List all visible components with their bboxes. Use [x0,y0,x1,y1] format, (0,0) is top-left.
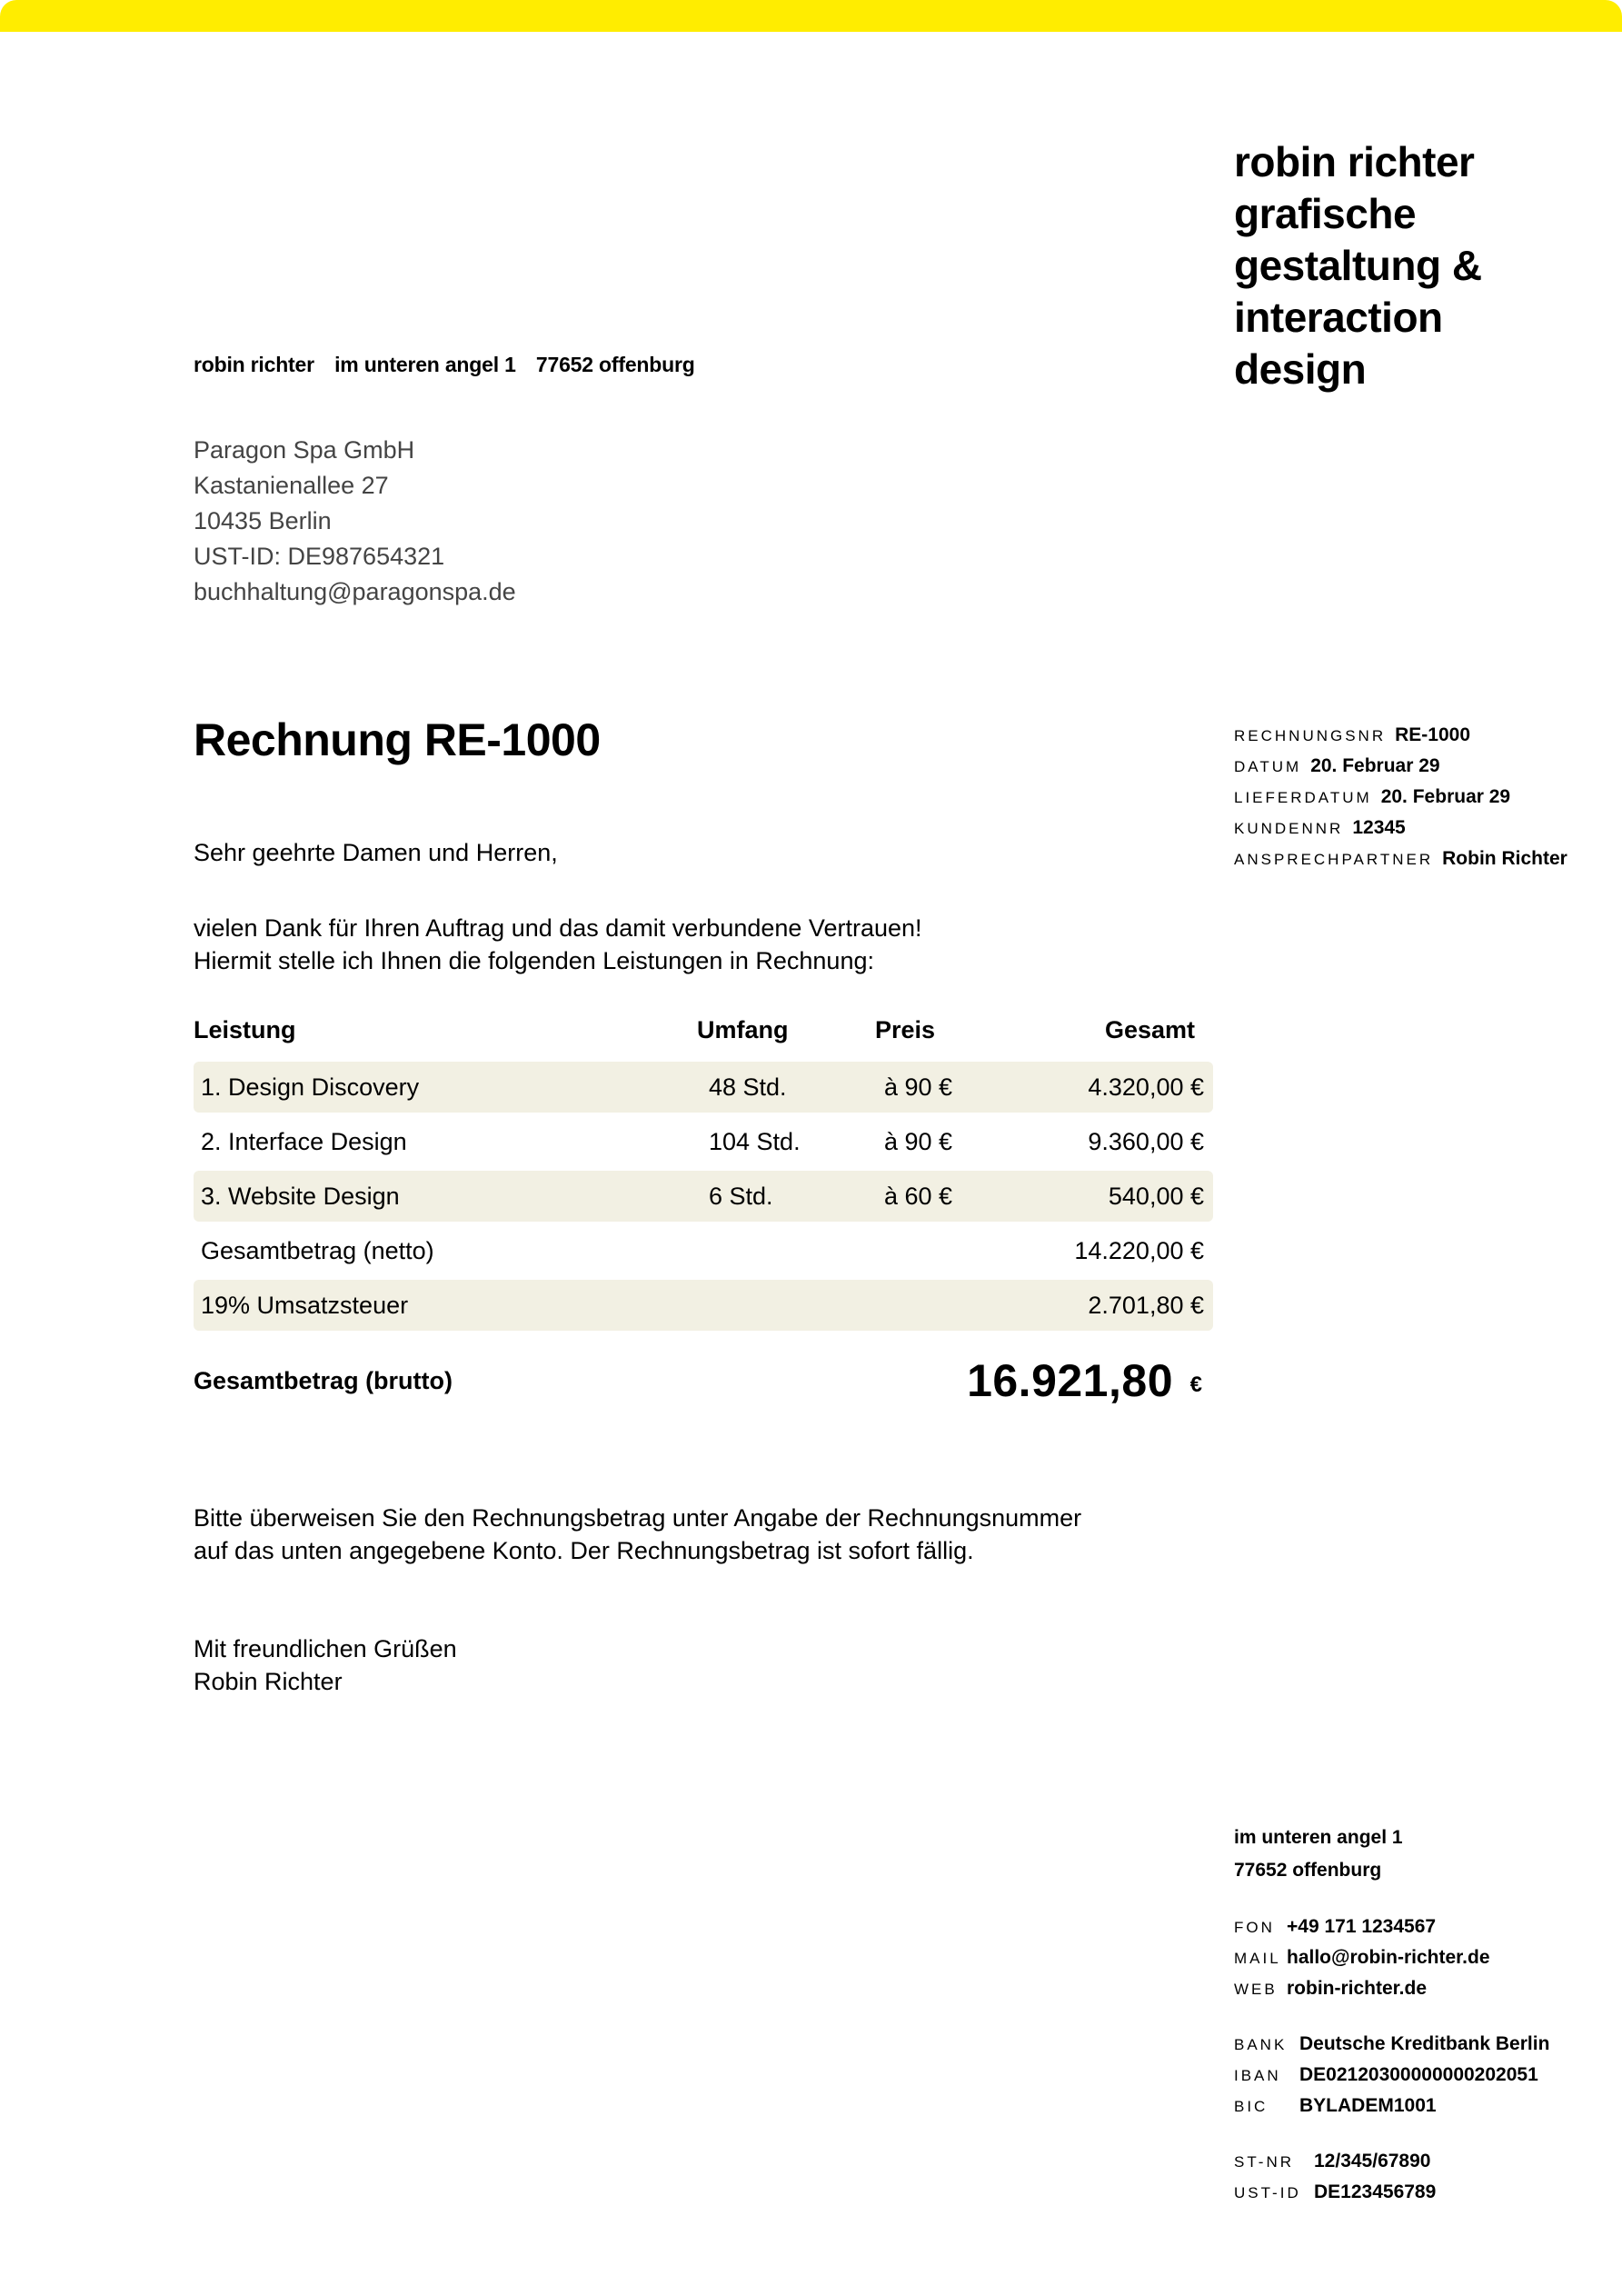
meta-date: DATUM 20. Februar 29 [1234,755,1440,776]
recipient-address [194,433,516,610]
salutation: Sehr geehrte Damen und Herren, [194,839,558,866]
recipient-street: Kastanienallee 27 [194,472,389,499]
row-quantity: 48 Std. [709,1073,787,1101]
footer-street: im unteren angel 1 [1234,1827,1403,1848]
row-service: 3. Website Design [201,1183,400,1210]
footer-tax-number: ST-NR 12/345/67890 [1234,2151,1431,2171]
footer-contact [1234,1912,1549,2004]
footer-mail: MAIL hallo@robin-richter.de [1234,1947,1490,1968]
brand-line: grafische [1234,190,1417,237]
invoice-meta [1234,720,1567,874]
payment-line: Bitte überweisen Sie den Rechnungsbetrag unter Angabe der Rechnungsnummer [194,1504,1082,1532]
recipient-email: buchhaltung@paragonspa.de [194,578,516,605]
header-service: Leistung [194,1016,296,1043]
intro-line: Hiermit stelle ich Ihnen die folgenden Leistungen in Rechnung: [194,947,874,974]
recipient-vat-id: UST-ID: DE987654321 [194,543,445,570]
recipient-city: 10435 Berlin [194,507,332,534]
brand-logo [1234,136,1597,395]
sender-name: robin richter [194,353,314,376]
row-total: 4.320,00 € [1088,1073,1204,1101]
footer-info [1234,1822,1549,2208]
accent-bar [0,0,1622,32]
invoice-title: Rechnung RE-1000 [194,714,601,765]
footer-address [1234,1822,1549,1887]
header-quantity: Umfang [697,1016,789,1043]
tax-value: 2.701,80 € [1088,1292,1204,1319]
tax-label: 19% Umsatzsteuer [201,1292,409,1319]
intro-text [194,912,922,977]
gross-total-value: 16.921,80 [967,1355,1173,1406]
header-price: Preis [875,1016,936,1043]
net-total-row [194,1225,1213,1276]
footer-city: 77652 offenburg [1234,1860,1382,1881]
table-row [194,1171,1213,1222]
row-total: 540,00 € [1108,1183,1204,1210]
footer-phone: FON +49 171 1234567 [1234,1916,1437,1937]
sender-city: 77652 offenburg [535,353,695,376]
brand-line: interaction [1234,294,1443,341]
net-total-value: 14.220,00 € [1074,1237,1204,1264]
row-price: à 90 € [884,1073,953,1101]
closing-greeting: Mit freundlichen Grüßen [194,1635,457,1662]
footer-tax [1234,2146,1549,2208]
payment-instructions [194,1502,1081,1567]
meta-customer-number: KUNDENNR 12345 [1234,817,1406,838]
footer-web: WEB robin-richter.de [1234,1978,1428,1999]
intro-line: vielen Dank für Ihren Auftrag und das damit verbundene Vertrauen! [194,914,922,942]
signature: Robin Richter [194,1668,343,1695]
row-price: à 60 € [884,1183,953,1210]
sender-return-address [194,353,710,377]
meta-invoice-number: RECHNUNGSNR RE-1000 [1234,724,1471,745]
row-service: 1. Design Discovery [201,1073,420,1101]
footer-bank-name: BANK Deutsche Kreditbank Berlin [1234,2033,1550,2054]
table-row [194,1062,1213,1113]
tax-row [194,1280,1213,1331]
table-row [194,1116,1213,1167]
gross-total-row [194,1354,1213,1409]
meta-contact-person: ANSPRECHPARTNER Robin Richter [1234,848,1567,869]
row-quantity: 104 Std. [709,1128,801,1155]
sender-street: im unteren angel 1 [334,353,516,376]
footer-bic: BIC BYLADEM1001 [1234,2095,1437,2116]
row-total: 9.360,00 € [1088,1128,1204,1155]
footer-iban: IBAN DE02120300000000202051 [1234,2064,1538,2085]
payment-line: auf das unten angegebene Konto. Der Rechnungsbetrag ist sofort fällig. [194,1537,974,1564]
gross-total-currency: € [1189,1373,1202,1397]
recipient-company: Paragon Spa GmbH [194,436,415,464]
brand-line: design [1234,345,1367,393]
header-total: Gesamt [1104,1016,1195,1043]
row-service: 2. Interface Design [201,1128,407,1155]
services-table [194,1013,1213,1331]
brand-line: robin richter [1234,138,1475,185]
closing [194,1632,457,1698]
row-price: à 90 € [884,1128,953,1155]
footer-vat-id: UST-ID DE123456789 [1234,2181,1437,2202]
table-header [194,1013,1213,1058]
row-quantity: 6 Std. [709,1183,773,1210]
footer-bank [1234,2029,1549,2121]
gross-total-label: Gesamtbetrag (brutto) [194,1367,453,1394]
net-total-label: Gesamtbetrag (netto) [201,1237,434,1264]
meta-delivery-date: LIEFERDATUM 20. Februar 29 [1234,786,1511,807]
brand-line: gestaltung & [1234,242,1482,289]
